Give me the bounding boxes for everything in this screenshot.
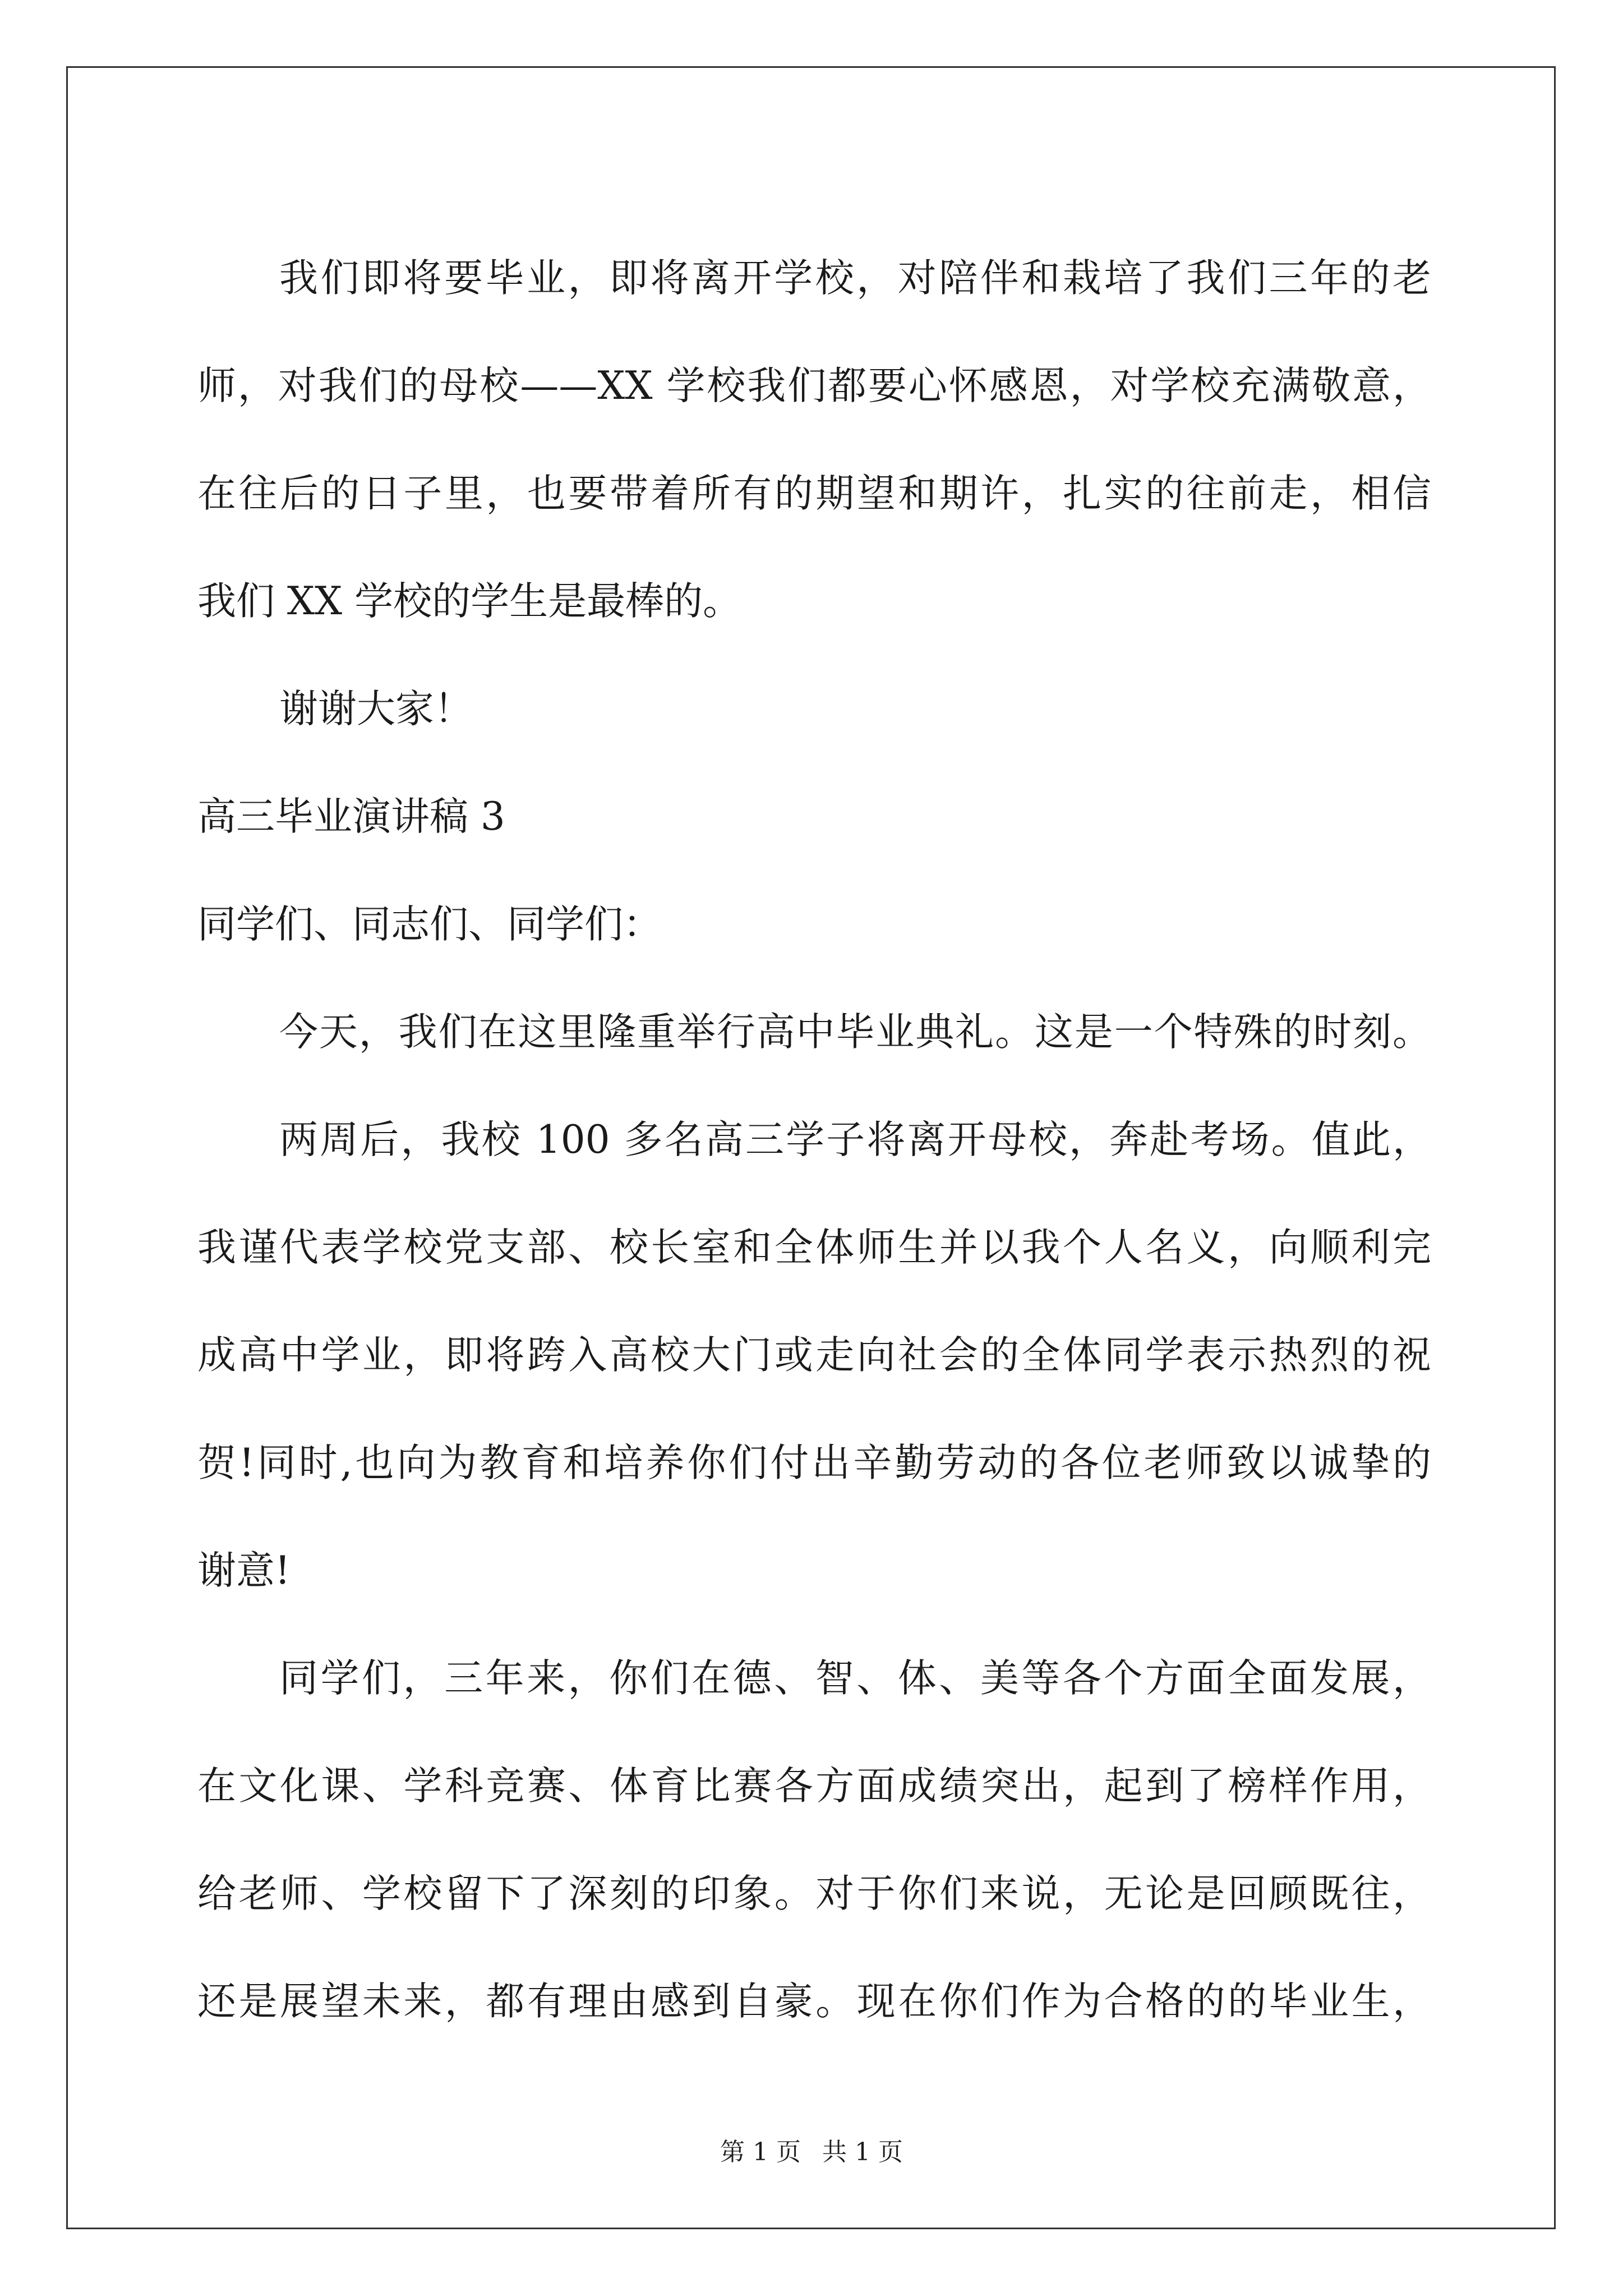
text-line: 成高中学业，即将跨入高校大门或走向社会的全体同学表示热烈的祝 xyxy=(197,1333,1431,1378)
text-line: 在文化课、学科竞赛、体育比赛各方面成绩突出，起到了榜样作用， xyxy=(197,1764,1431,1809)
text-line: 谢谢大家！ xyxy=(279,687,473,731)
text-line: 谢意! xyxy=(197,1548,291,1593)
page-footer xyxy=(0,2132,1623,2168)
text-line: 我们即将要毕业，即将离开学校，对陪伴和栽培了我们三年的老 xyxy=(279,256,1431,301)
text-line: 在往后的日子里，也要带着所有的期望和期许，扎实的往前走，相信 xyxy=(197,471,1431,516)
text-line: 我谨代表学校党支部、校长室和全体师生并以我个人名义，向顺利完 xyxy=(197,1225,1431,1270)
document-body xyxy=(197,224,1431,2055)
page-number: 第 1 页 xyxy=(720,2138,801,2166)
text-line: 同学们，三年来，你们在德、智、体、美等各个方面全面发展， xyxy=(279,1656,1431,1701)
text-line: 贺!同时,也向为教育和培养你们付出辛勤劳动的各位老师致以诚挚的 xyxy=(197,1441,1431,1485)
text-line: 同学们、同志们、同学们： xyxy=(197,902,662,947)
text-line: 给老师、学校留下了深刻的印象。对于你们来说，无论是回顾既往， xyxy=(197,1871,1431,1916)
text-line: 高三毕业演讲稿 3 xyxy=(197,794,505,839)
text-line: 我们 XX 学校的学生是最棒的。 xyxy=(197,579,742,624)
text-line: 两周后，我校 100 多名高三学子将离开母校，奔赴考场。值此， xyxy=(279,1117,1431,1162)
text-line: 师，对我们的母校——XX 学校我们都要心怀感恩，对学校充满敬意， xyxy=(197,364,1431,408)
text-line: 今天，我们在这里隆重举行高中毕业典礼。这是一个特殊的时刻。 xyxy=(279,1010,1431,1055)
page-total: 共 1 页 xyxy=(822,2138,903,2166)
text-line: 还是展望未来，都有理由感到自豪。现在你们作为合格的的毕业生， xyxy=(197,1979,1431,2024)
